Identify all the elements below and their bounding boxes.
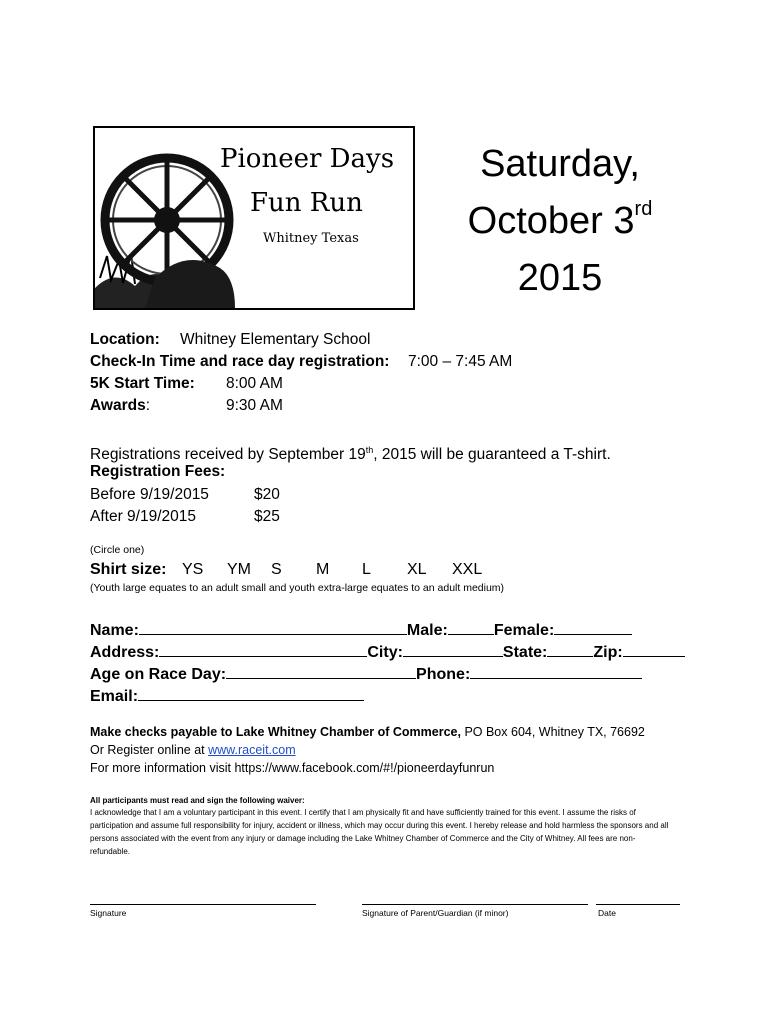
awards-label: Awards	[90, 397, 146, 414]
wagon-wheel-icon	[95, 128, 235, 308]
signature-label: Signature	[90, 908, 127, 918]
shirt-size-m[interactable]: M	[316, 561, 330, 578]
city-label: City:	[367, 644, 403, 661]
checkin-value: 7:00 – 7:45 AM	[408, 353, 513, 370]
address-label: Address:	[90, 644, 160, 661]
logo-subtitle: Whitney Texas	[263, 231, 359, 246]
location-row	[90, 330, 371, 350]
address-row	[90, 641, 685, 664]
address-field[interactable]	[159, 641, 367, 657]
checks-payable-address: PO Box 604, Whitney TX, 76692	[460, 725, 645, 739]
state-field[interactable]	[547, 641, 593, 657]
email-label: Email:	[90, 688, 139, 705]
logo-title-line1: Pioneer Days	[220, 144, 395, 174]
start-time-row	[90, 374, 283, 394]
age-label: Age on Race Day:	[90, 666, 227, 683]
male-label: Male:	[406, 622, 448, 639]
fee-after-label: After 9/19/2015	[90, 508, 196, 525]
checkin-label: Check-In Time and race day registration:	[90, 353, 390, 370]
state-label: State:	[502, 644, 548, 661]
shirt-size-ym[interactable]: YM	[227, 561, 251, 578]
date-label: Date	[598, 908, 616, 918]
fee-after-value: $25	[254, 508, 280, 525]
name-field[interactable]	[139, 619, 407, 635]
name-label: Name:	[90, 622, 139, 639]
female-label: Female:	[493, 622, 555, 639]
fee-before-value: $20	[254, 486, 280, 503]
register-online	[90, 741, 296, 759]
event-year: 2015	[517, 257, 603, 299]
event-logo	[93, 126, 415, 310]
waiver-text: I acknowledge that I am a voluntary participant in this event. I certify that I am physically fit and have sufficiently trained for this event. I assume the risks of participation and assume full responsibility for injury, accident or illness, which may occur during this event. I hereby release and hold harmless the sponsors and all persons associated with the event from any injury or damage including the Lake Whitney Chamber of Commerce and the City of Whitney. All fees are non-refundable.	[90, 808, 669, 856]
event-month-day-main: October 3	[467, 200, 635, 242]
phone-field[interactable]	[470, 663, 642, 679]
circle-one-note: (Circle one)	[90, 544, 145, 556]
email-field[interactable]	[138, 685, 364, 701]
awards-colon: :	[145, 397, 151, 414]
raceit-link[interactable]: www.raceit.com	[208, 743, 296, 757]
shirt-size-row	[90, 560, 483, 580]
shirt-size-ys[interactable]: YS	[182, 561, 204, 578]
zip-label: Zip:	[593, 644, 623, 661]
shirt-size-s[interactable]: S	[271, 561, 282, 578]
checks-payable-bold: Make checks payable to Lake Whitney Chamber of Commerce,	[90, 725, 461, 739]
shirt-size-xxl[interactable]: XXL	[452, 561, 483, 578]
waiver-heading: All participants must read and sign the following waiver:	[90, 796, 305, 805]
start-time-value: 8:00 AM	[226, 375, 283, 392]
event-day-suffix: rd	[634, 198, 653, 220]
fee-before-label: Before 9/19/2015	[90, 486, 209, 503]
checkin-row	[90, 352, 513, 372]
checks-payable	[90, 723, 645, 741]
event-month-day	[435, 199, 685, 243]
city-field[interactable]	[403, 641, 503, 657]
male-field[interactable]	[448, 619, 494, 635]
youth-size-note: (Youth large equates to an adult small and youth extra-large equates to an adult medium)	[90, 582, 505, 594]
zip-field[interactable]	[623, 641, 685, 657]
start-time-label: 5K Start Time:	[90, 375, 195, 392]
age-field[interactable]	[226, 663, 416, 679]
signature-line[interactable]	[90, 904, 316, 905]
guardian-signature-line[interactable]	[362, 904, 588, 905]
location-label: Location:	[90, 331, 160, 348]
date-line[interactable]	[596, 904, 680, 905]
guardian-signature-label: Signature of Parent/Guardian (if minor)	[362, 908, 509, 918]
shirt-size-xl[interactable]: XL	[407, 561, 427, 578]
name-row	[90, 619, 632, 642]
more-info: For more information visit https://www.facebook.com/#!/pioneerdayfunrun	[90, 761, 495, 775]
fee-row-after	[90, 507, 280, 527]
email-row	[90, 685, 364, 708]
registration-note-sup: th	[365, 445, 374, 455]
registration-fees-heading: Registration Fees:	[90, 463, 226, 480]
shirt-size-label: Shirt size:	[90, 561, 167, 578]
age-row	[90, 663, 642, 686]
location-value: Whitney Elementary School	[180, 331, 371, 348]
phone-label: Phone:	[416, 666, 471, 683]
awards-value: 9:30 AM	[226, 397, 283, 414]
registration-note-pre: Registrations received by September 19	[90, 446, 366, 464]
female-field[interactable]	[554, 619, 632, 635]
fee-row-before	[90, 485, 280, 505]
shirt-size-l[interactable]: L	[362, 561, 371, 578]
event-day: Saturday,	[480, 143, 640, 185]
logo-title-line2: Fun Run	[250, 188, 363, 218]
registration-note-post: , 2015 will be guaranteed a T-shirt.	[373, 446, 611, 464]
register-online-text: Or Register online at	[90, 743, 209, 757]
awards-row	[90, 396, 283, 416]
